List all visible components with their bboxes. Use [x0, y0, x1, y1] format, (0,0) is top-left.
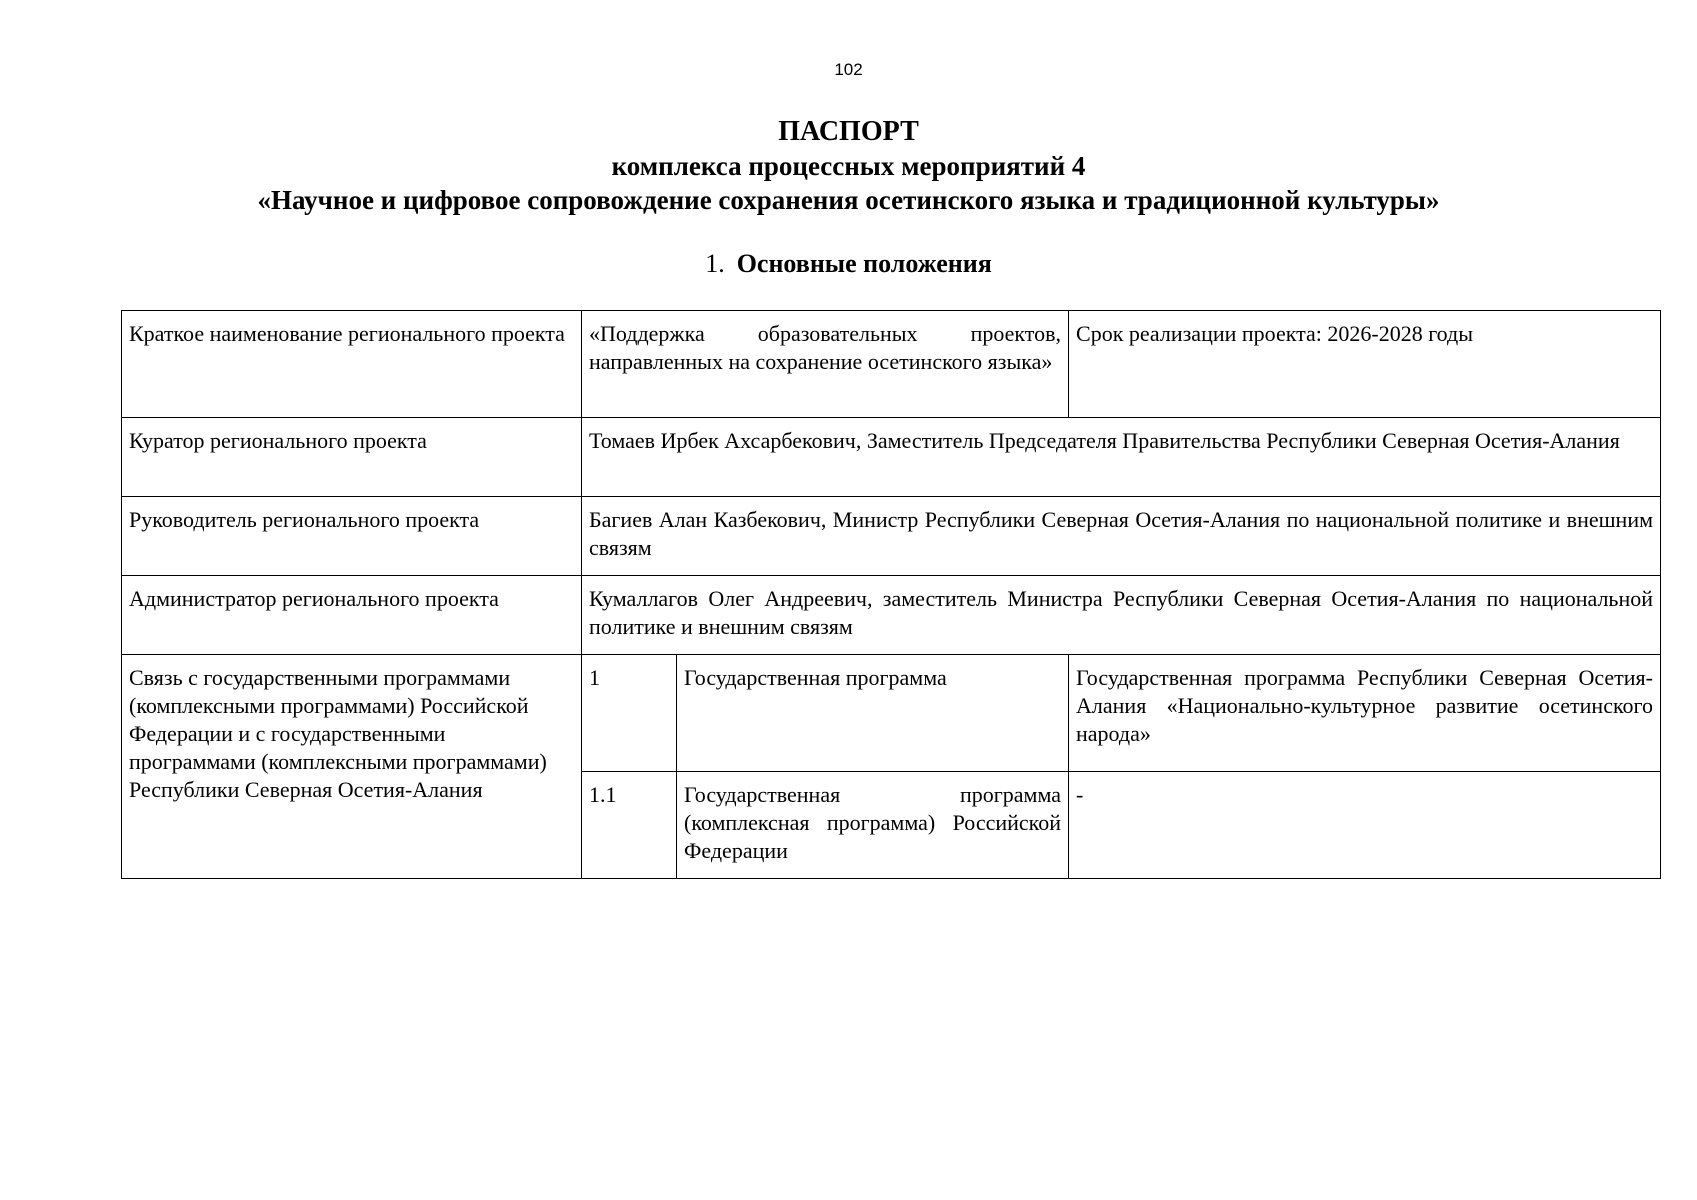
table-row	[122, 497, 1661, 576]
table-row	[122, 576, 1661, 655]
head-label: Руководитель регионального проекта	[122, 497, 582, 576]
section-number: 1.	[705, 249, 725, 278]
table-row	[122, 655, 1661, 772]
passport-subtitle: комплекса процессных мероприятий 4	[611, 151, 1086, 181]
table-row	[122, 418, 1661, 497]
program-value: -	[1069, 772, 1661, 879]
program-value: Государственная программа Республики Северная Осетия-Алания «Национально-культурное развитие осетинского народа»	[1069, 655, 1661, 772]
passport-title: ПАСПОРТ	[778, 116, 919, 147]
passport-table	[121, 310, 1661, 879]
program-type: Государственная программа	[677, 655, 1069, 772]
curator-label: Куратор регионального проекта	[122, 418, 582, 497]
short-name-label: Краткое наименование регионального проекта	[122, 311, 582, 418]
administrator-value: Кумаллагов Олег Андреевич, заместитель Министра Республики Северная Осетия-Алания по национальной политике и внешним связям	[582, 576, 1661, 655]
program-type: Государственная программа (комплексная программа) Российской Федерации	[677, 772, 1069, 879]
page-number: 102	[834, 60, 863, 79]
links-label: Связь с государственными программами (комплексными программами) Российской Федерации и с государственными программами (комплексными программами) Республики Северная Осетия-Алания	[122, 655, 582, 879]
curator-value: Томаев Ирбек Ахсарбекович, Заместитель Председателя Правительства Республики Северная Осетия-Алания	[582, 418, 1661, 497]
program-number: 1	[582, 655, 677, 772]
program-number: 1.1	[582, 772, 677, 879]
passport-name: «Научное и цифровое сопровождение сохранения осетинского языка и традиционной культуры»	[257, 185, 1440, 215]
table-row	[122, 311, 1661, 418]
administrator-label: Администратор регионального проекта	[122, 576, 582, 655]
section-heading	[0, 248, 1697, 280]
project-term: Срок реализации проекта: 2026-2028 годы	[1069, 311, 1661, 418]
section-title: Основные положения	[736, 249, 992, 278]
head-value: Багиев Алан Казбекович, Министр Республики Северная Осетия-Алания по национальной политике и внешним связям	[582, 497, 1661, 576]
document-title	[0, 115, 1697, 217]
short-name-value: «Поддержка образовательных проектов, направленных на сохранение осетинского языка»	[582, 311, 1069, 418]
